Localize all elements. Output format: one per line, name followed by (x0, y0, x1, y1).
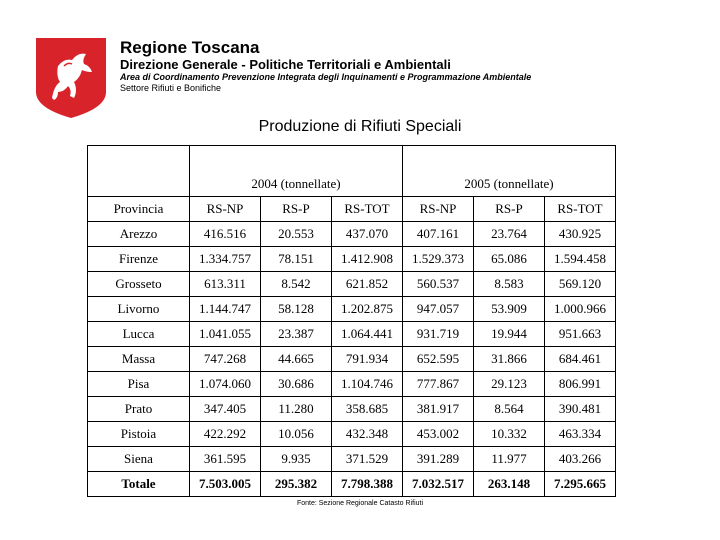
value-cell: 347.405 (190, 397, 261, 422)
value-cell: 1.144.747 (190, 297, 261, 322)
value-cell: 430.925 (545, 222, 616, 247)
province-cell: Livorno (88, 297, 190, 322)
table-row (88, 272, 616, 297)
total-value-cell: 7.295.665 (545, 472, 616, 497)
value-cell: 8.564 (474, 397, 545, 422)
value-cell: 1.529.373 (403, 247, 474, 272)
value-cell: 11.977 (474, 447, 545, 472)
value-cell: 10.332 (474, 422, 545, 447)
value-cell: 65.086 (474, 247, 545, 272)
value-cell: 23.764 (474, 222, 545, 247)
value-cell: 1.202.875 (332, 297, 403, 322)
total-value-cell: 263.148 (474, 472, 545, 497)
province-cell: Siena (88, 447, 190, 472)
value-cell: 19.944 (474, 322, 545, 347)
waste-table (87, 145, 616, 497)
value-cell: 20.553 (261, 222, 332, 247)
value-cell: 791.934 (332, 347, 403, 372)
province-cell: Lucca (88, 322, 190, 347)
value-cell: 747.268 (190, 347, 261, 372)
value-cell: 1.041.055 (190, 322, 261, 347)
column-header-row (88, 197, 616, 222)
value-cell: 1.334.757 (190, 247, 261, 272)
total-row (88, 472, 616, 497)
table-row (88, 397, 616, 422)
table-row (88, 372, 616, 397)
value-cell: 951.663 (545, 322, 616, 347)
column-header: Provincia (88, 197, 190, 222)
value-cell: 371.529 (332, 447, 403, 472)
value-cell: 30.686 (261, 372, 332, 397)
column-header: RS-P (261, 197, 332, 222)
value-cell: 1.594.458 (545, 247, 616, 272)
value-cell: 931.719 (403, 322, 474, 347)
table-row (88, 422, 616, 447)
table-row (88, 222, 616, 247)
value-cell: 390.481 (545, 397, 616, 422)
province-cell: Pisa (88, 372, 190, 397)
province-cell: Grosseto (88, 272, 190, 297)
year-2005-header: 2005 (tonnellate) (403, 146, 616, 197)
value-cell: 453.002 (403, 422, 474, 447)
source-note: Fonte: Sezione Regionale Catasto Rifiuti (296, 500, 424, 507)
value-cell: 806.991 (545, 372, 616, 397)
value-cell: 1.412.908 (332, 247, 403, 272)
header (120, 38, 590, 94)
value-cell: 613.311 (190, 272, 261, 297)
value-cell: 9.935 (261, 447, 332, 472)
province-cell: Arezzo (88, 222, 190, 247)
column-header: RS-P (474, 197, 545, 222)
column-header: RS-TOT (332, 197, 403, 222)
total-label: Totale (88, 472, 190, 497)
value-cell: 8.542 (261, 272, 332, 297)
value-cell: 381.917 (403, 397, 474, 422)
value-cell: 437.070 (332, 222, 403, 247)
value-cell: 8.583 (474, 272, 545, 297)
table-row (88, 447, 616, 472)
province-cell: Pistoia (88, 422, 190, 447)
value-cell: 422.292 (190, 422, 261, 447)
value-cell: 403.266 (545, 447, 616, 472)
year-2004-header: 2004 (tonnellate) (190, 146, 403, 197)
value-cell: 358.685 (332, 397, 403, 422)
value-cell: 947.057 (403, 297, 474, 322)
province-cell: Firenze (88, 247, 190, 272)
value-cell: 777.867 (403, 372, 474, 397)
value-cell: 78.151 (261, 247, 332, 272)
page-title: Produzione di Rifiuti Speciali (258, 118, 462, 135)
value-cell: 407.161 (403, 222, 474, 247)
value-cell: 1.000.966 (545, 297, 616, 322)
value-cell: 1.064.441 (332, 322, 403, 347)
value-cell: 432.348 (332, 422, 403, 447)
column-header: RS-TOT (545, 197, 616, 222)
value-cell: 1.074.060 (190, 372, 261, 397)
sector-name: Settore Rifiuti e Bonifiche (120, 83, 222, 93)
table-row (88, 322, 616, 347)
value-cell: 11.280 (261, 397, 332, 422)
table-row (88, 247, 616, 272)
value-cell: 29.123 (474, 372, 545, 397)
value-cell: 652.595 (403, 347, 474, 372)
area-name: Area di Coordinamento Prevenzione Integrata degli Inquinamenti e Programmazione Ambientale (120, 72, 532, 82)
value-cell: 1.104.746 (332, 372, 403, 397)
value-cell: 58.128 (261, 297, 332, 322)
value-cell: 463.334 (545, 422, 616, 447)
value-cell: 31.866 (474, 347, 545, 372)
total-value-cell: 295.382 (261, 472, 332, 497)
value-cell: 10.056 (261, 422, 332, 447)
value-cell: 416.516 (190, 222, 261, 247)
table-row (88, 297, 616, 322)
value-cell: 53.909 (474, 297, 545, 322)
year-header-row (88, 146, 616, 197)
total-value-cell: 7.503.005 (190, 472, 261, 497)
directorate-name: Direzione Generale - Politiche Territoriali e Ambientali (120, 57, 451, 72)
value-cell: 23.387 (261, 322, 332, 347)
table-row (88, 347, 616, 372)
column-header: RS-NP (190, 197, 261, 222)
value-cell: 569.120 (545, 272, 616, 297)
value-cell: 361.595 (190, 447, 261, 472)
org-name: Regione Toscana (120, 38, 260, 57)
empty-header-cell (88, 146, 190, 197)
value-cell: 391.289 (403, 447, 474, 472)
province-cell: Massa (88, 347, 190, 372)
value-cell: 44.665 (261, 347, 332, 372)
regione-toscana-logo (34, 36, 108, 120)
column-header: RS-NP (403, 197, 474, 222)
value-cell: 684.461 (545, 347, 616, 372)
province-cell: Prato (88, 397, 190, 422)
total-value-cell: 7.032.517 (403, 472, 474, 497)
value-cell: 560.537 (403, 272, 474, 297)
value-cell: 621.852 (332, 272, 403, 297)
total-value-cell: 7.798.388 (332, 472, 403, 497)
